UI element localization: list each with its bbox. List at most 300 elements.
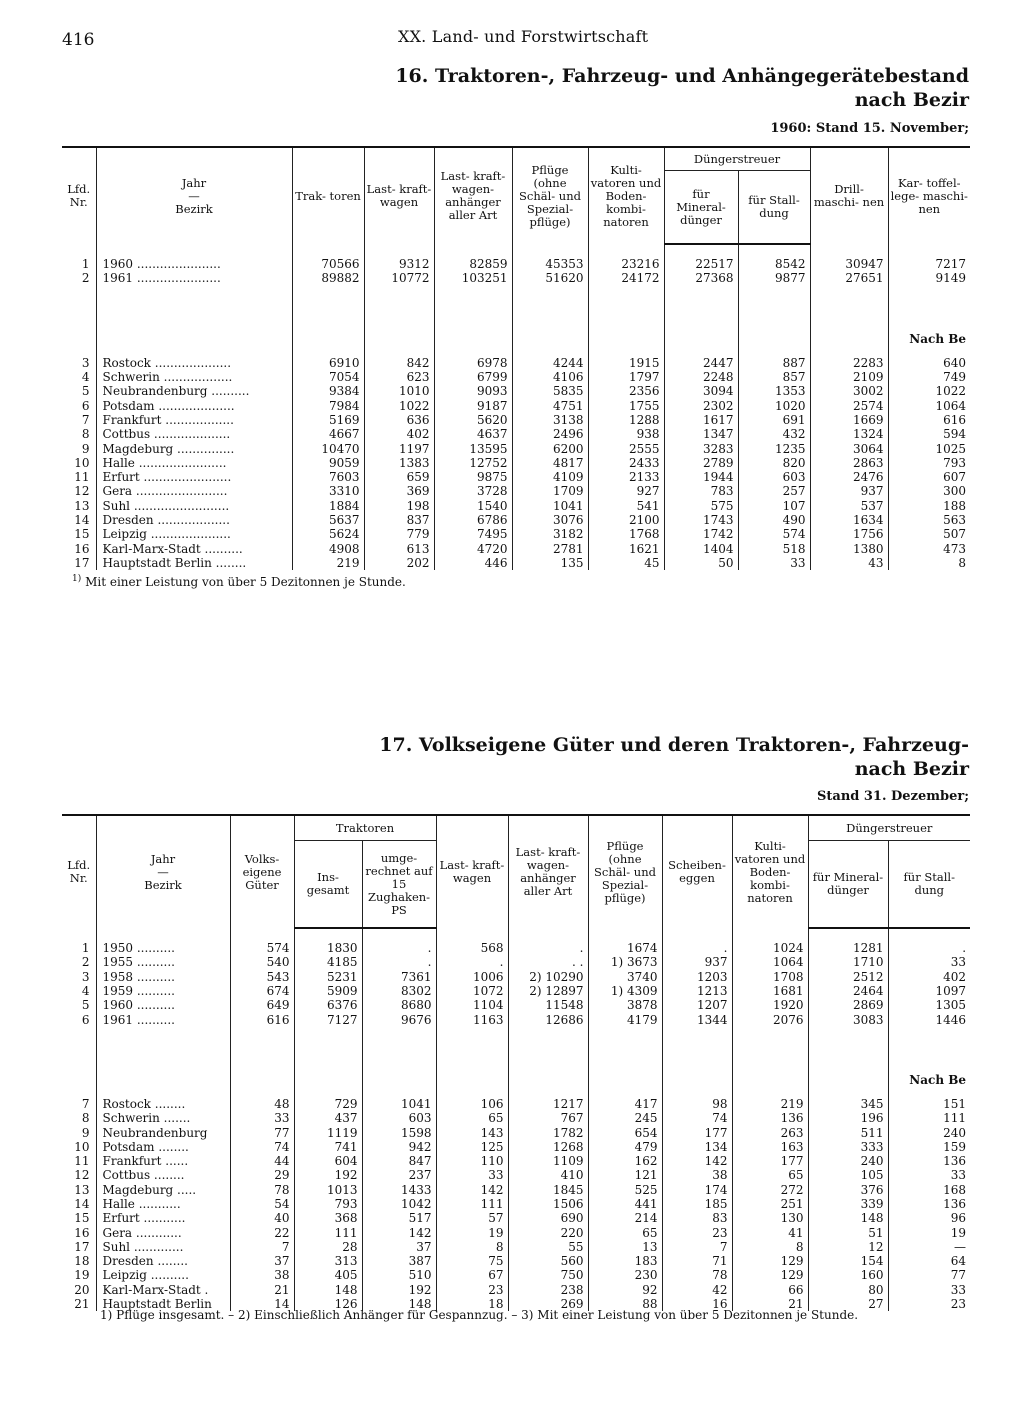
table-cell: 525	[588, 1183, 662, 1197]
table-cell: 8	[436, 1240, 508, 1254]
header-umgerechnet: umge- rechnet auf 15 Zughaken- PS	[362, 841, 436, 929]
table-cell: 219	[292, 556, 364, 570]
table-cell: 64	[888, 1254, 970, 1268]
header-lfd-nr: Lfd. Nr.	[62, 815, 96, 928]
row-label: 1960 ......................	[96, 257, 292, 271]
header-duengerstreuer: Düngerstreuer	[664, 147, 810, 171]
table-cell: 793	[888, 456, 970, 470]
table-cell: 257	[738, 484, 810, 498]
row-label: Halle ...........	[96, 1197, 230, 1211]
row-label: Neubrandenburg	[96, 1125, 230, 1139]
table-cell: 3182	[512, 527, 588, 541]
table-cell: 842	[364, 356, 434, 370]
table-cell: 8680	[362, 998, 436, 1012]
table-cell: 1324	[810, 427, 888, 441]
table-cell: 938	[588, 427, 664, 441]
table-row	[62, 955, 970, 969]
table-cell: 1109	[508, 1154, 588, 1168]
table-cell: .	[508, 941, 588, 955]
row-number: 6	[81, 1012, 90, 1027]
table-cell: 2869	[808, 998, 888, 1012]
table-cell: 387	[362, 1254, 436, 1268]
table-cell: 1064	[888, 398, 970, 412]
table-cell: 1025	[888, 441, 970, 455]
table-cell: 237	[362, 1168, 436, 1182]
table-cell: 6376	[294, 998, 362, 1012]
table-cell: 2109	[810, 370, 888, 384]
table-cell: 1797	[588, 370, 664, 384]
table-cell: 272	[732, 1183, 808, 1197]
row-label: Hauptstadt Berlin	[96, 1297, 230, 1311]
row-label: 1950 ..........	[96, 941, 230, 955]
table-row	[62, 1012, 970, 1026]
header-anhaenger: Last- kraft- wagen- anhänger aller Art	[434, 147, 512, 244]
table-cell: 44	[230, 1154, 294, 1168]
table-cell: 339	[808, 1197, 888, 1211]
table-cell: 11548	[508, 998, 588, 1012]
table-cell: 148	[808, 1211, 888, 1225]
table-cell: 857	[738, 370, 810, 384]
table-cell: 19	[436, 1225, 508, 1239]
table-cell: 103251	[434, 271, 512, 285]
table-cell: 543	[230, 970, 294, 984]
table-cell: 7603	[292, 470, 364, 484]
table-cell: 28	[294, 1240, 362, 1254]
row-label: Leipzig .....................	[96, 527, 292, 541]
table-cell: 142	[436, 1183, 508, 1197]
row-label: Magdeburg ...............	[96, 441, 292, 455]
table-cell: 33	[436, 1168, 508, 1182]
table-cell: 1041	[512, 499, 588, 513]
table-cell: 129	[732, 1268, 808, 1282]
row-label: Cottbus ........	[96, 1168, 230, 1182]
row-number: 19	[74, 1268, 90, 1283]
table-cell: 4179	[588, 1012, 662, 1026]
table-cell: 540	[230, 955, 294, 969]
table-cell: 188	[888, 499, 970, 513]
table-cell: 1213	[662, 984, 732, 998]
table-row	[62, 1197, 970, 1211]
table-cell: 3283	[664, 441, 738, 455]
header-drillmaschinen: Drill- maschi- nen	[810, 147, 888, 244]
table-cell: 134	[662, 1140, 732, 1154]
table-cell: 560	[508, 1254, 588, 1268]
table-cell: 405	[294, 1268, 362, 1282]
table-cell: 45	[588, 556, 664, 570]
table-cell: 110	[436, 1154, 508, 1168]
header-kartoffellegemaschinen: Kar- toffel- lege- maschi- nen	[888, 147, 970, 244]
table-cell: 490	[738, 513, 810, 527]
table-row	[62, 441, 970, 455]
row-label: 1961 ..........	[96, 1012, 230, 1026]
table-cell: 507	[888, 527, 970, 541]
table-cell: 12	[808, 1240, 888, 1254]
table-row	[62, 984, 970, 998]
table-cell: 541	[588, 499, 664, 513]
table-row	[62, 541, 970, 555]
table-cell: 603	[738, 470, 810, 484]
table-cell: 27	[808, 1297, 888, 1311]
table-cell: 2781	[512, 541, 588, 555]
table-cell: 9187	[434, 398, 512, 412]
row-label: Potsdam ....................	[96, 398, 292, 412]
table-cell: 2100	[588, 513, 664, 527]
row-number: 9	[81, 441, 90, 456]
table-cell: 5231	[294, 970, 362, 984]
table-cell: 7361	[362, 970, 436, 984]
table-cell: 1915	[588, 356, 664, 370]
table-row	[62, 1225, 970, 1239]
table17-section-label: Nach Be	[909, 1072, 967, 1087]
row-number: 14	[74, 513, 90, 527]
table-cell: 741	[294, 1140, 362, 1154]
table-cell: 142	[362, 1225, 436, 1239]
table-cell: 1681	[732, 984, 808, 998]
table-cell: 9312	[364, 257, 434, 271]
table-cell: 1268	[508, 1140, 588, 1154]
table-cell: 473	[888, 541, 970, 555]
table-cell: 793	[294, 1197, 362, 1211]
table-cell: 1097	[888, 984, 970, 998]
table-cell: 27368	[664, 271, 738, 285]
table-row	[62, 941, 970, 955]
row-label: Schwerin ..................	[96, 370, 292, 384]
table-cell: 1383	[364, 456, 434, 470]
table-cell: 168	[888, 1183, 970, 1197]
table-cell: 21	[230, 1283, 294, 1297]
table-cell: 410	[508, 1168, 588, 1182]
table-cell: 19	[888, 1225, 970, 1239]
table-cell: 142	[662, 1154, 732, 1168]
table-row	[62, 1111, 970, 1125]
row-label: Karl-Marx-Stadt ..........	[96, 541, 292, 555]
table-cell: 4667	[292, 427, 364, 441]
table-row	[62, 1140, 970, 1154]
table-cell: 2496	[512, 427, 588, 441]
table-cell: 1288	[588, 413, 664, 427]
table-cell: 111	[888, 1111, 970, 1125]
table-cell: 1042	[362, 1197, 436, 1211]
table-cell: 636	[364, 413, 434, 427]
table-cell: 148	[362, 1297, 436, 1311]
table-cell: .	[362, 955, 436, 969]
row-number: 7	[81, 1096, 90, 1111]
table-cell: 163	[732, 1140, 808, 1154]
table-cell: 345	[808, 1097, 888, 1111]
table-cell: 54	[230, 1197, 294, 1211]
table-cell: .	[888, 941, 970, 955]
row-number: 20	[74, 1282, 90, 1297]
table-cell: 1404	[664, 541, 738, 555]
table-cell: 33	[888, 1168, 970, 1182]
table-row	[62, 257, 970, 271]
table-cell: 417	[588, 1097, 662, 1111]
table-cell: 1743	[664, 513, 738, 527]
table-cell: 1709	[512, 484, 588, 498]
table-cell: 22	[230, 1225, 294, 1239]
header-scheibeneggen: Scheiben- eggen	[662, 815, 732, 928]
table-cell: 111	[436, 1197, 508, 1211]
table-cell: 2555	[588, 441, 664, 455]
table-cell: 196	[808, 1111, 888, 1125]
table-cell: 8	[732, 1240, 808, 1254]
table-cell: 80	[808, 1283, 888, 1297]
table-cell: 9093	[434, 384, 512, 398]
row-label: Frankfurt ......	[96, 1154, 230, 1168]
table-cell: 74	[662, 1111, 732, 1125]
row-label: Hauptstadt Berlin ........	[96, 556, 292, 570]
table-cell: 41	[732, 1225, 808, 1239]
table-cell: 1104	[436, 998, 508, 1012]
table-cell: 837	[364, 513, 434, 527]
table-cell: 1506	[508, 1197, 588, 1211]
table-cell: .	[436, 955, 508, 969]
table-row	[62, 513, 970, 527]
table-cell: 5909	[294, 984, 362, 998]
table-cell: 269	[508, 1297, 588, 1311]
row-number: 10	[74, 455, 90, 470]
table-cell: 604	[294, 1154, 362, 1168]
table-cell: 937	[810, 484, 888, 498]
table-cell: 33	[230, 1111, 294, 1125]
table-cell: 1598	[362, 1125, 436, 1139]
row-number: 5	[81, 998, 90, 1013]
table-row	[62, 413, 970, 427]
row-label: Suhl .........................	[96, 499, 292, 513]
table-cell: 1020	[738, 398, 810, 412]
table-cell: 402	[888, 970, 970, 984]
table-cell: 1446	[888, 1012, 970, 1026]
row-label: Dresden ........	[96, 1254, 230, 1268]
page-number: 416	[62, 30, 95, 50]
row-label: Potsdam ........	[96, 1140, 230, 1154]
table-cell: 4185	[294, 955, 362, 969]
table-cell: 177	[662, 1125, 732, 1139]
table-cell: 1163	[436, 1012, 508, 1026]
table-cell: 674	[230, 984, 294, 998]
table-row	[62, 384, 970, 398]
table-cell: 1884	[292, 499, 364, 513]
table-cell: 574	[230, 941, 294, 955]
table-cell: 1072	[436, 984, 508, 998]
row-number: 7	[81, 412, 90, 427]
table-cell: 1235	[738, 441, 810, 455]
table-cell: 10470	[292, 441, 364, 455]
table-cell: 7495	[434, 527, 512, 541]
table-cell: 3064	[810, 441, 888, 455]
table-cell: 33	[888, 1283, 970, 1297]
table-cell: 607	[888, 470, 970, 484]
table-cell: 654	[588, 1125, 662, 1139]
table-cell: 2476	[810, 470, 888, 484]
table-cell: 1006	[436, 970, 508, 984]
table-cell: 183	[588, 1254, 662, 1268]
table-cell: 3002	[810, 384, 888, 398]
table-row	[62, 370, 970, 384]
table-cell: 23	[888, 1297, 970, 1311]
table-row	[62, 470, 970, 484]
table-cell: 9676	[362, 1012, 436, 1026]
table-cell: 98	[662, 1097, 732, 1111]
table-cell: 1022	[364, 398, 434, 412]
table-cell: 511	[808, 1125, 888, 1139]
table-cell: 783	[664, 484, 738, 498]
table-cell: 88	[588, 1297, 662, 1311]
table-cell: 1674	[588, 941, 662, 955]
table-cell: 376	[808, 1183, 888, 1197]
table-cell: 219	[732, 1097, 808, 1111]
table-cell: 6799	[434, 370, 512, 384]
table-row	[62, 527, 970, 541]
table-cell: 820	[738, 456, 810, 470]
row-number: 16	[74, 541, 90, 556]
table-cell: 251	[732, 1197, 808, 1211]
row-number: 18	[74, 1254, 90, 1269]
table-cell: 51620	[512, 271, 588, 285]
table-cell: 42	[662, 1283, 732, 1297]
table-cell: 96	[888, 1211, 970, 1225]
header-anhaenger: Last- kraft- wagen- anhänger aller Art	[508, 815, 588, 928]
table-cell: 3728	[434, 484, 512, 498]
table-cell: 1) 4309	[588, 984, 662, 998]
row-label: Dresden ...................	[96, 513, 292, 527]
row-label: 1955 ..........	[96, 955, 230, 969]
table-cell: 1353	[738, 384, 810, 398]
table-cell: 111	[294, 1225, 362, 1239]
table-cell: 77	[230, 1125, 294, 1139]
table-cell: 1203	[662, 970, 732, 984]
table-cell: 942	[362, 1140, 436, 1154]
table-cell: 21	[732, 1297, 808, 1311]
table-cell: 89882	[292, 271, 364, 285]
header-lfd-nr: Lfd. Nr.	[62, 147, 96, 244]
table-cell: 13	[588, 1240, 662, 1254]
table-cell: 230	[588, 1268, 662, 1282]
row-label: Erfurt ...........	[96, 1211, 230, 1225]
table-cell: 75	[436, 1254, 508, 1268]
table-cell: 1024	[732, 941, 808, 955]
table-row	[62, 484, 970, 498]
table-row	[62, 499, 970, 513]
table-cell: 1305	[888, 998, 970, 1012]
table-cell: 202	[364, 556, 434, 570]
table-cell: 121	[588, 1168, 662, 1182]
table-cell: 7127	[294, 1012, 362, 1026]
table-cell: 518	[738, 541, 810, 555]
table-cell: 238	[508, 1283, 588, 1297]
header-kultivatoren: Kulti- vatoren und Boden- kombi- natoren	[588, 147, 664, 244]
table-cell: 1634	[810, 513, 888, 527]
table-cell: 12686	[508, 1012, 588, 1026]
table-cell: 125	[436, 1140, 508, 1154]
row-label: Halle .......................	[96, 456, 292, 470]
header-insgesamt: Ins- gesamt	[294, 841, 362, 929]
header-lastkraftwagen: Last- kraft- wagen	[436, 815, 508, 928]
table17-subtitle: Stand 31. Dezember;	[817, 789, 969, 804]
table-cell: 9875	[434, 470, 512, 484]
table-cell: 563	[888, 513, 970, 527]
table-cell: 4817	[512, 456, 588, 470]
row-number: 14	[74, 1197, 90, 1211]
table-cell: 3094	[664, 384, 738, 398]
row-label: Rostock ........	[96, 1097, 230, 1111]
table-cell: 1013	[294, 1183, 362, 1197]
table-cell: 510	[362, 1268, 436, 1282]
table-cell: 135	[512, 556, 588, 570]
table-cell: 887	[738, 356, 810, 370]
table-cell: 1344	[662, 1012, 732, 1026]
row-number: 10	[74, 1139, 90, 1154]
row-label: 1960 ..........	[96, 998, 230, 1012]
table-row	[62, 1154, 970, 1168]
table-cell: 616	[230, 1012, 294, 1026]
table-cell: 10772	[364, 271, 434, 285]
table-cell: 2) 10290	[508, 970, 588, 984]
table-cell: 136	[732, 1111, 808, 1125]
table-cell: 1669	[810, 413, 888, 427]
table-cell: 67	[436, 1268, 508, 1282]
table-cell: 603	[362, 1111, 436, 1125]
table-cell: 2133	[588, 470, 664, 484]
table-cell: 159	[888, 1140, 970, 1154]
row-number: 21	[74, 1297, 90, 1312]
table-cell: 7054	[292, 370, 364, 384]
row-number: 4	[81, 984, 90, 999]
table-cell: 162	[588, 1154, 662, 1168]
table-cell: 313	[294, 1254, 362, 1268]
table-cell: 1710	[808, 955, 888, 969]
row-number: 5	[81, 384, 90, 399]
table-cell: 5835	[512, 384, 588, 398]
table-cell: 2512	[808, 970, 888, 984]
row-number: 17	[74, 1239, 90, 1254]
table-cell: 78	[662, 1268, 732, 1282]
table-cell: 148	[294, 1283, 362, 1297]
row-number: 4	[81, 370, 90, 385]
table-cell: 50	[664, 556, 738, 570]
table-cell: 27651	[810, 271, 888, 285]
table-cell: 2433	[588, 456, 664, 470]
table-cell: 33	[888, 955, 970, 969]
table-cell: 220	[508, 1225, 588, 1239]
table-row	[62, 1254, 970, 1268]
table-cell: 749	[888, 370, 970, 384]
header-traktoren: Traktoren	[294, 815, 436, 841]
table-cell: 1742	[664, 527, 738, 541]
table-cell: 1281	[808, 941, 888, 955]
table-cell: 57	[436, 1211, 508, 1225]
table-cell: 1540	[434, 499, 512, 513]
header-volkseigene-gueter: Volks- eigene Güter	[230, 815, 294, 928]
table-cell: 22517	[664, 257, 738, 271]
table16-section-label: Nach Be	[909, 331, 967, 346]
table-cell: 729	[294, 1097, 362, 1111]
table-cell: 263	[732, 1125, 808, 1139]
running-head: XX. Land- und Forstwirtschaft	[398, 27, 649, 46]
table-cell: 1022	[888, 384, 970, 398]
table-cell: 12752	[434, 456, 512, 470]
table-cell: 45353	[512, 257, 588, 271]
table-cell: 23	[436, 1283, 508, 1297]
header-mineralduenger: für Mineral- dünger	[664, 171, 738, 245]
table-cell: 779	[364, 527, 434, 541]
table-row	[62, 1168, 970, 1182]
table-cell: 174	[662, 1183, 732, 1197]
table-cell: 1755	[588, 398, 664, 412]
table-row	[62, 556, 970, 570]
table-cell: 613	[364, 541, 434, 555]
table-cell: 1768	[588, 527, 664, 541]
